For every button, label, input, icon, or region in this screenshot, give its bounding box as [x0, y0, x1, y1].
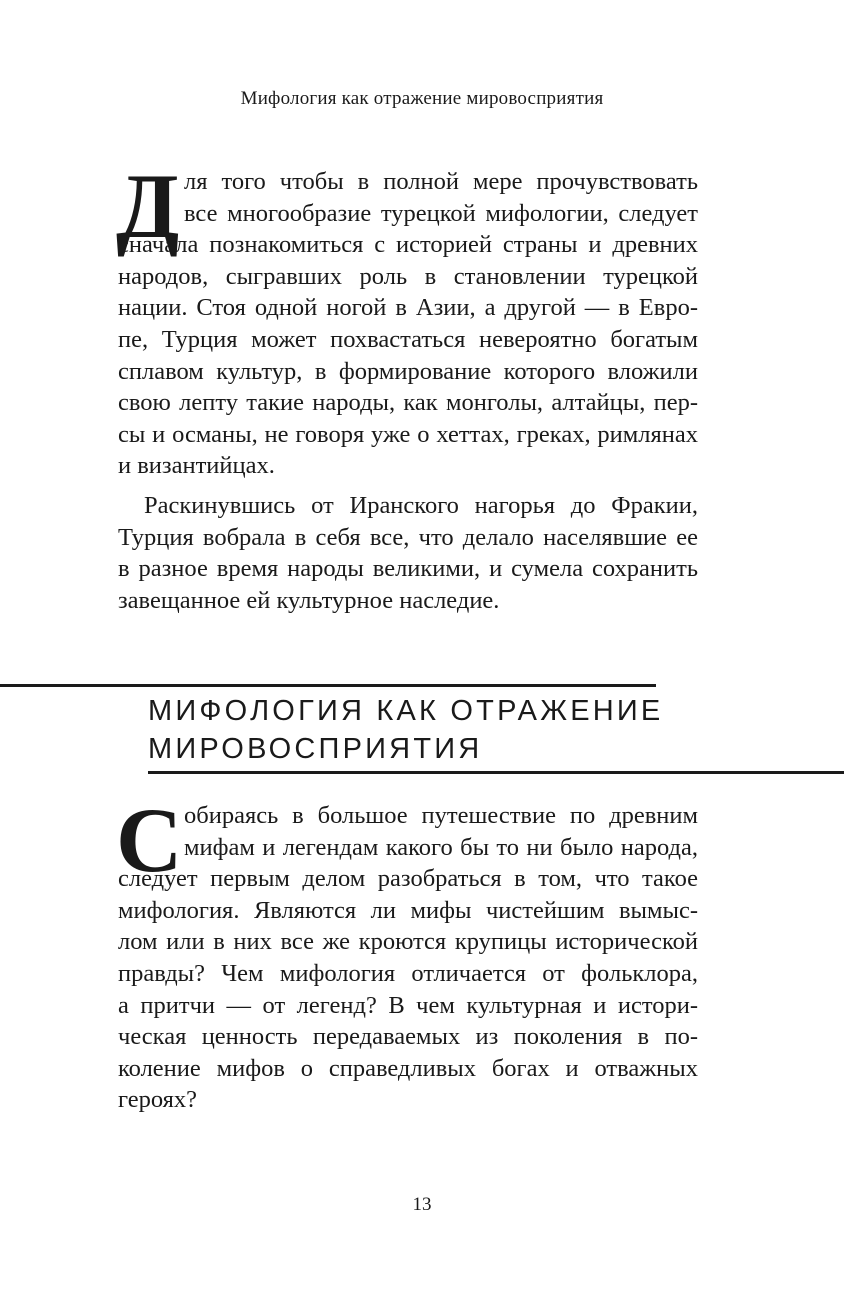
drop-cap-section: С — [116, 789, 183, 891]
paragraph-line: народов, сыгравших роль в становлении турецкой — [118, 262, 698, 290]
paragraph-line: ля того чтобы в полной мере прочувствовать — [184, 168, 698, 195]
paragraph-line: и византийцах. — [118, 452, 275, 480]
paragraph-line: сы и османы, не говоря уже о хеттах, греках, римлянах — [118, 420, 698, 448]
paragraph-line: Раскинувшись от Иранского нагорья до Фракии, — [144, 492, 698, 519]
paragraph-line: свою лепту такие народы, как монголы, алтайцы, пер- — [118, 389, 698, 417]
paragraph-line: лом или в них все же кроются крупицы исторической — [118, 928, 698, 956]
paragraph-line: Турция вобрала в себя все, что делало населявшие ее — [118, 523, 698, 551]
page-number: 13 — [412, 1194, 432, 1215]
paragraph-line: следует первым делом разобраться в том, что такое — [118, 865, 698, 893]
paragraph-line: ческая ценность передаваемых из поколения в по- — [118, 1023, 698, 1051]
paragraph-line: завещанное ей культурное наследие. — [118, 586, 500, 614]
paragraph-line: правды? Чем мифология отличается от фольклора, — [118, 959, 698, 987]
paragraph-line: обираясь в большое путешествие по древним — [184, 802, 698, 829]
drop-cap-intro: Д — [116, 155, 180, 257]
paragraph-line: а притчи — от легенд? В чем культурная и истори- — [118, 991, 698, 1019]
paragraph-line: героях? — [118, 1086, 198, 1114]
intro-paragraph — [118, 166, 698, 482]
section-rule-bottom — [148, 771, 844, 774]
section-title-line: МИФОЛОГИЯ КАК ОТРАЖЕНИЕ — [148, 695, 664, 727]
section-title-line: МИРОВОСПРИЯТИЯ — [148, 733, 483, 765]
paragraph-line: мифам и легендам какого бы то ни было народа, — [184, 833, 698, 861]
paragraph-line: сплавом культур, в формирование которого вложили — [118, 357, 698, 385]
paragraph-line: сначала познакомиться с историей страны и древних — [118, 231, 698, 259]
section-rule-top — [0, 684, 656, 687]
second-paragraph — [118, 490, 698, 616]
paragraph-line: коление мифов о справедливых богах и отважных — [118, 1054, 698, 1082]
paragraph-line: нации. Стоя одной ногой в Азии, а другой — в Евро- — [118, 294, 698, 322]
paragraph-line: в разное время народы великими, и сумела сохранить — [118, 555, 698, 583]
paragraph-line: все многообразие турецкой мифологии, следует — [184, 199, 698, 227]
paragraph-line: мифология. Являются ли мифы чистейшим вымыс- — [118, 896, 698, 924]
section-title — [148, 692, 663, 768]
running-head: Мифология как отражение мировосприятия — [240, 88, 604, 109]
section-paragraph — [118, 800, 698, 1116]
paragraph-line: пе, Турция может похвастаться невероятно богатым — [118, 325, 698, 353]
